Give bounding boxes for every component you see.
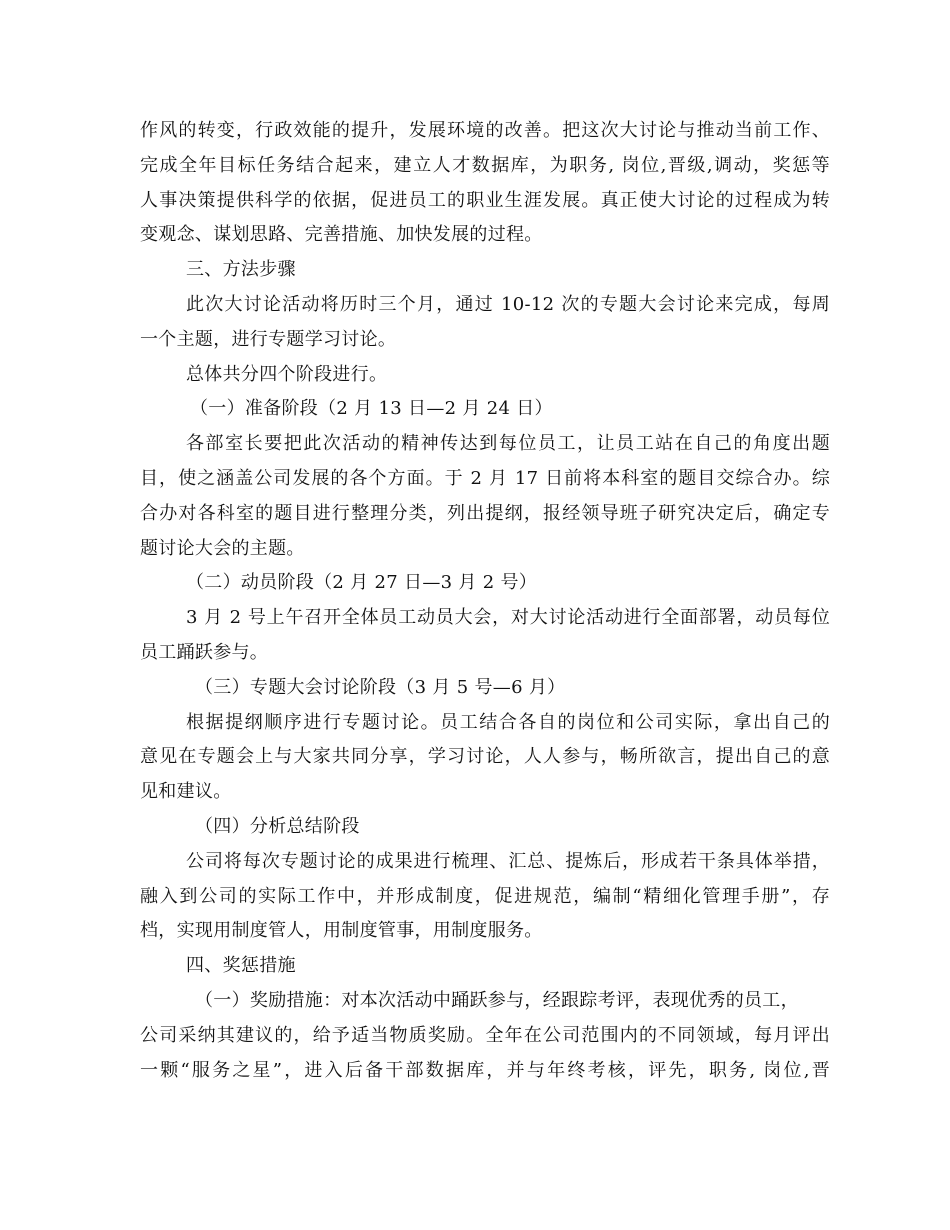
text-line: 完成全年目标任务结合起来，建立人才数据库，为职务, 岗位,晋级,调动，奖惩等 bbox=[140, 154, 830, 176]
text-line: 公司采纳其建议的，给予适当物质奖励。全年在公司范围内的不同领域，每月评出 bbox=[140, 1024, 830, 1046]
text-line: 此次大讨论活动将历时三个月，通过 10-12 次的专题大会讨论来完成，每周 bbox=[186, 293, 830, 315]
text-line: 四、奖惩措施 bbox=[186, 955, 296, 977]
text-line: 目，使之涵盖公司发展的各个方面。于 2 月 17 日前将本科室的题目交综合办。综 bbox=[140, 467, 830, 489]
text-line: 见和建议。 bbox=[140, 781, 232, 803]
text-line: 三、方法步骤 bbox=[186, 259, 296, 281]
document-body bbox=[140, 114, 830, 1088]
text-line: 变观念、谋划思路、完善措施、加快发展的过程。 bbox=[140, 224, 543, 246]
text-line: 合办对各科室的题目进行整理分类，列出提纲，报经领导班子研究决定后，确定专 bbox=[140, 502, 830, 524]
text-line: （一）奖励措施：对本次活动中踊跃参与，经跟踪考评，表现优秀的员工， bbox=[195, 989, 799, 1011]
text-line: （一）准备阶段（2 月 13 日—2 月 24 日） bbox=[190, 398, 553, 420]
text-line: 根据提纲顺序进行专题讨论。员工结合各自的岗位和公司实际，拿出自己的 bbox=[186, 711, 830, 733]
text-line: 3 月 2 号上午召开全体员工动员大会，对大讨论活动进行全面部署，动员每位 bbox=[186, 607, 830, 629]
text-line: 一颗“服务之星”，进入后备干部数据库，并与年终考核，评先，职务, 岗位,晋 bbox=[140, 1059, 830, 1081]
text-line: 融入到公司的实际工作中，并形成制度，促进规范，编制“精细化管理手册”，存 bbox=[140, 885, 830, 907]
text-line: 档，实现用制度管人，用制度管事，用制度服务。 bbox=[140, 920, 543, 942]
text-line: 题讨论大会的主题。 bbox=[140, 537, 305, 559]
text-line: 公司将每次专题讨论的成果进行梳理、汇总、提炼后，形成若干条具体举措， bbox=[186, 850, 830, 872]
text-line: 意见在专题会上与大家共同分享，学习讨论，人人参与，畅所欲言，提出自己的意 bbox=[140, 746, 830, 768]
text-line: （二）动员阶段（2 月 27 日—3 月 2 号） bbox=[186, 572, 538, 594]
text-line: （三）专题大会讨论阶段（3 月 5 号—6 月） bbox=[195, 676, 566, 698]
text-line: （四）分析总结阶段 bbox=[195, 815, 360, 837]
text-line: 总体共分四个阶段进行。 bbox=[186, 363, 388, 385]
text-line: 员工踊跃参与。 bbox=[140, 641, 269, 663]
text-line: 作风的转变，行政效能的提升，发展环境的改善。把这次大讨论与推动当前工作、 bbox=[140, 120, 830, 141]
text-line: 人事决策提供科学的依据，促进员工的职业生涯发展。真正使大讨论的过程成为转 bbox=[140, 189, 830, 211]
text-line: 各部室长要把此次活动的精神传达到每位员工，让员工站在自己的角度出题 bbox=[186, 433, 830, 455]
text-line: 一个主题，进行专题学习讨论。 bbox=[140, 328, 397, 350]
